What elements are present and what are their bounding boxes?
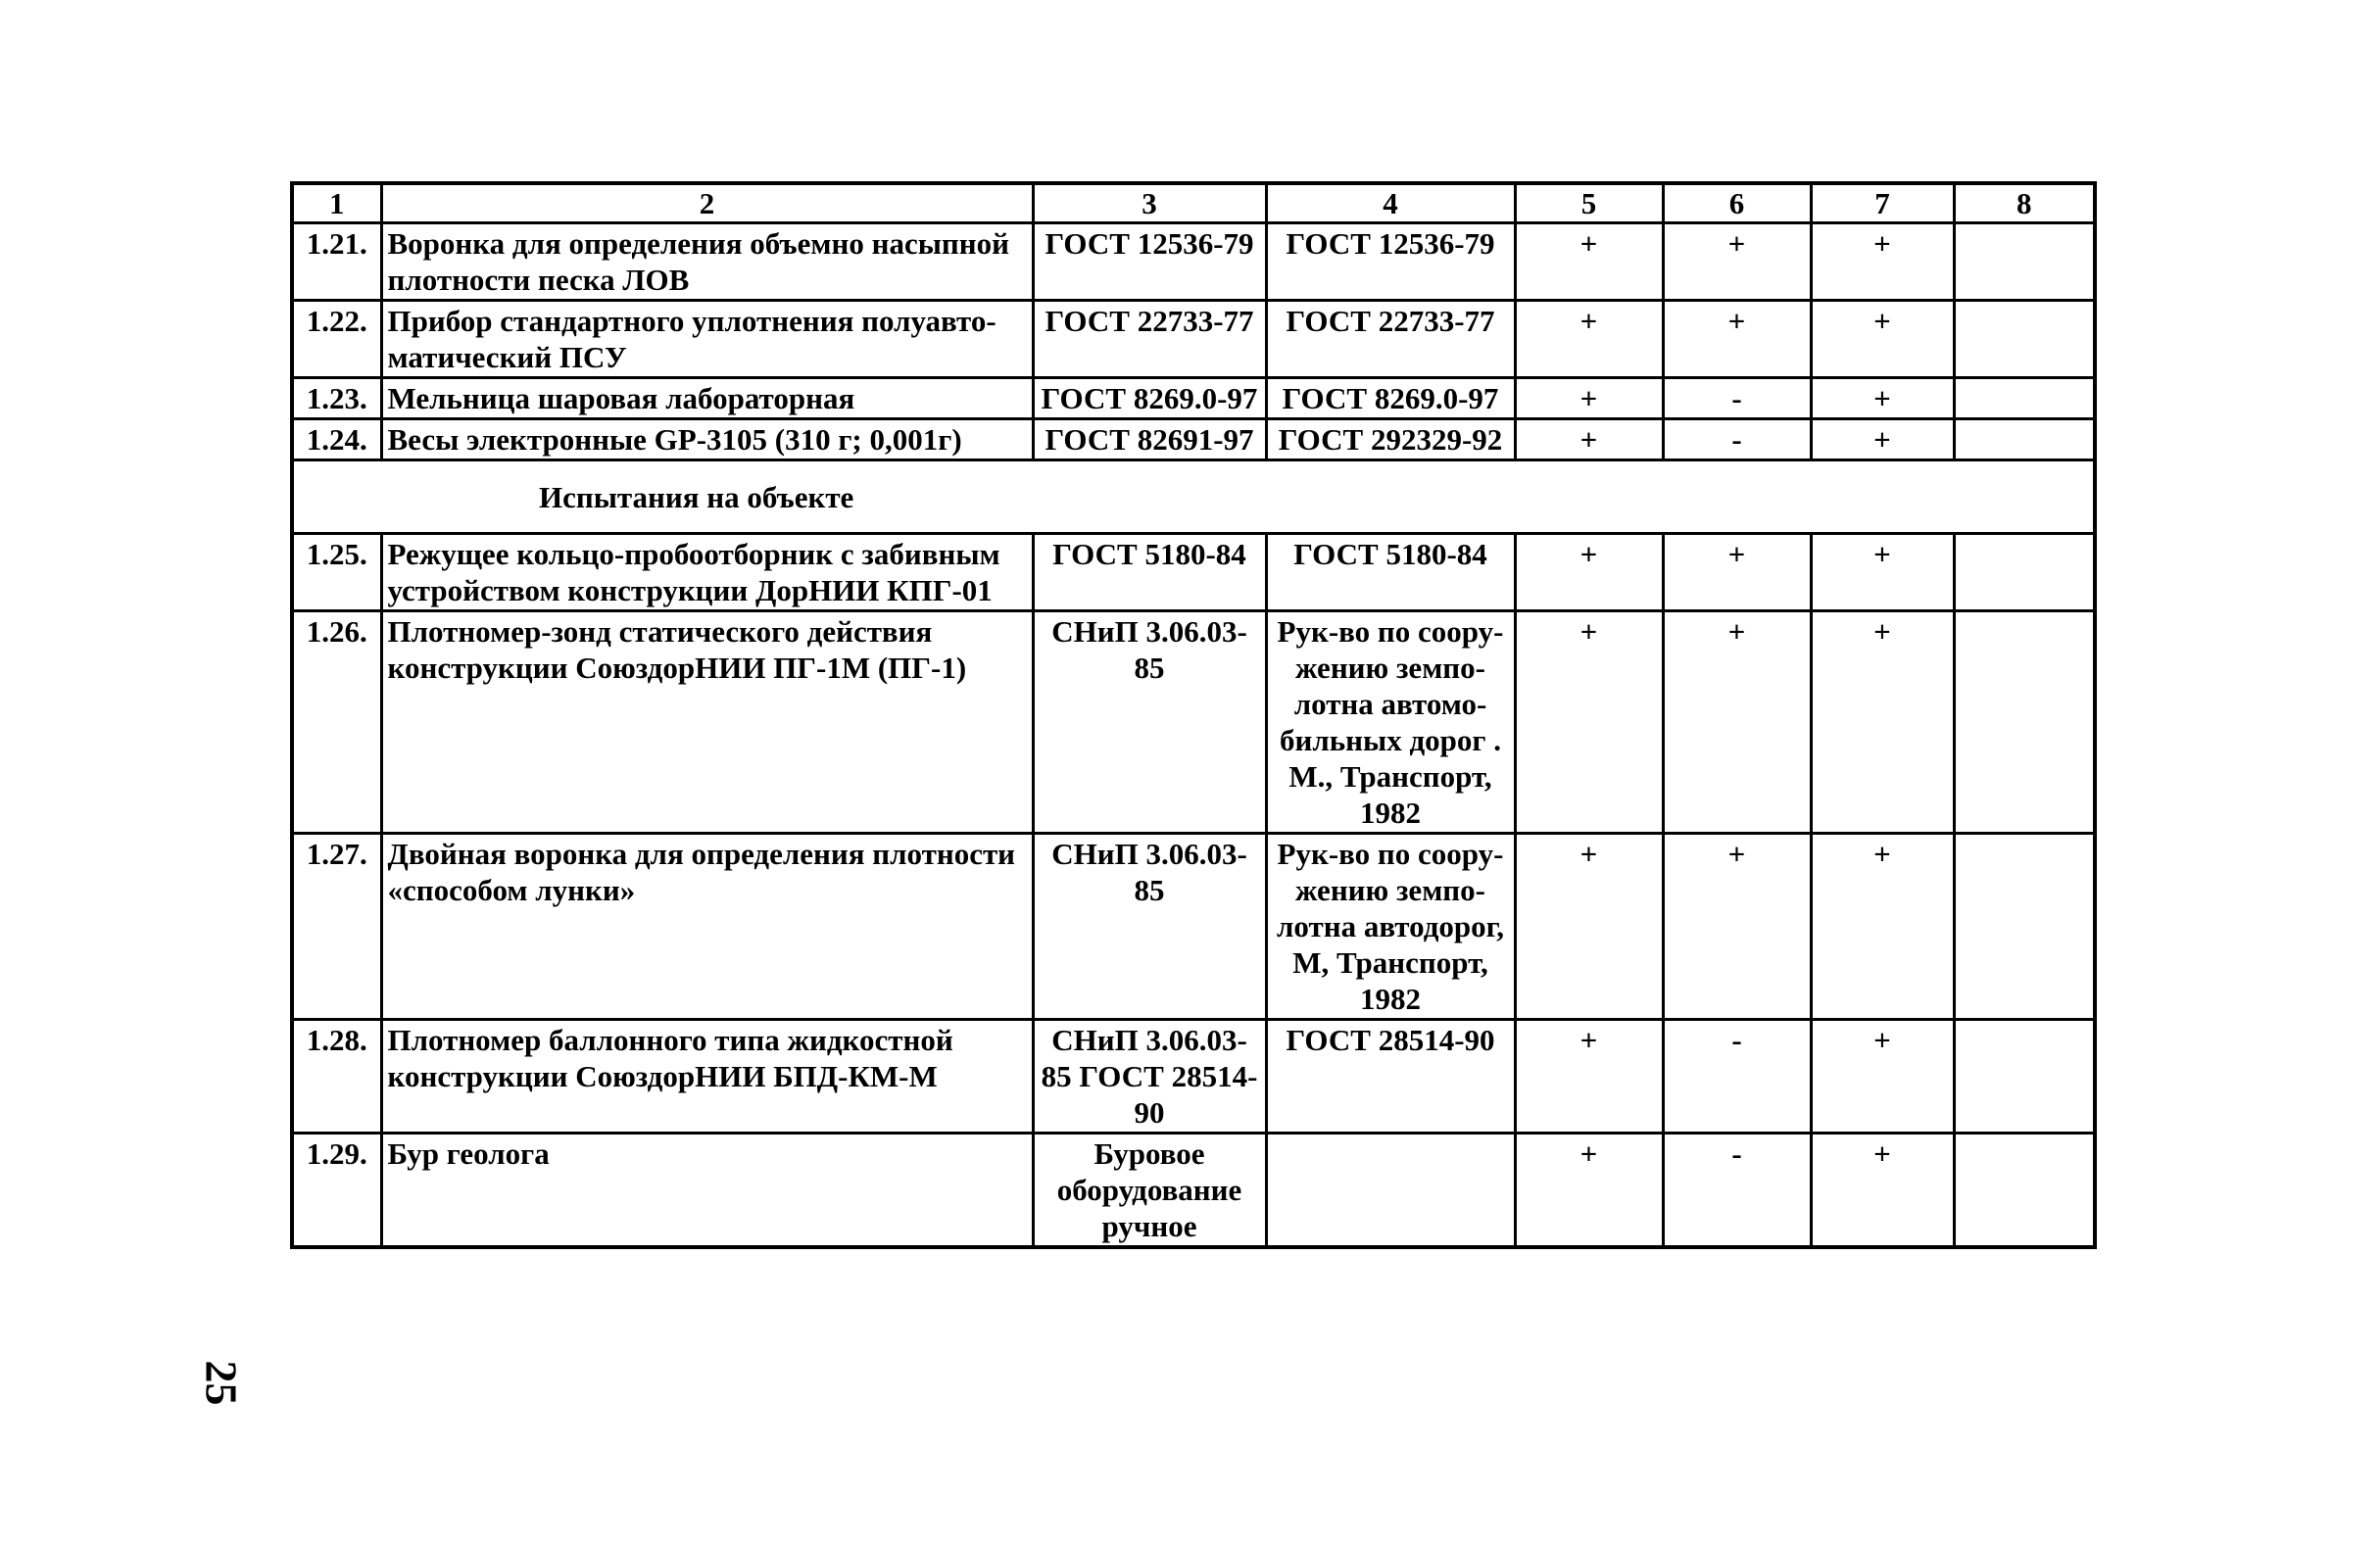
- standard-col3: ГОСТ 5180-84: [1033, 534, 1266, 611]
- mark-col7: +: [1811, 223, 1954, 301]
- row-number: 1.23.: [292, 378, 381, 419]
- mark-col7: +: [1811, 419, 1954, 460]
- section-title: Испытания на объекте: [292, 460, 2095, 534]
- mark-col7: +: [1811, 1134, 1954, 1248]
- column-header: 8: [1954, 183, 2095, 223]
- column-header: 7: [1811, 183, 1954, 223]
- column-header: 6: [1663, 183, 1811, 223]
- equipment-name: Мельница шаровая лабораторная: [381, 378, 1033, 419]
- mark-col8: [1954, 1134, 2095, 1248]
- row-number: 1.24.: [292, 419, 381, 460]
- mark-col6: -: [1663, 1134, 1811, 1248]
- row-number: 1.28.: [292, 1020, 381, 1134]
- equipment-name: Плотномер-зонд статического действия конструкции СоюздорНИИ ПГ-1М (ПГ-1): [381, 611, 1033, 834]
- table-row: [292, 223, 2095, 301]
- mark-col5: +: [1515, 223, 1663, 301]
- mark-col6: +: [1663, 611, 1811, 834]
- table-row: [292, 378, 2095, 419]
- mark-col7: +: [1811, 534, 1954, 611]
- standard-col4: ГОСТ 8269.0-97: [1266, 378, 1515, 419]
- mark-col7: +: [1811, 1020, 1954, 1134]
- page-number: 25: [196, 1360, 247, 1406]
- table-row: [292, 834, 2095, 1020]
- mark-col6: +: [1663, 301, 1811, 378]
- mark-col8: [1954, 834, 2095, 1020]
- standard-col3: СНиП 3.06.03-85 ГОСТ 28514-90: [1033, 1020, 1266, 1134]
- mark-col5: +: [1515, 834, 1663, 1020]
- standard-col3: Буровое оборудование ручное: [1033, 1134, 1266, 1248]
- equipment-name: Бур геолога: [381, 1134, 1033, 1248]
- row-number: 1.25.: [292, 534, 381, 611]
- equipment-name: Весы электронные GP-3105 (310 г; 0,001г): [381, 419, 1033, 460]
- standard-col3: СНиП 3.06.03-85: [1033, 611, 1266, 834]
- mark-col8: [1954, 534, 2095, 611]
- table-row: [292, 1134, 2095, 1248]
- standard-col3: ГОСТ 82691-97: [1033, 419, 1266, 460]
- mark-col7: +: [1811, 611, 1954, 834]
- mark-col6: -: [1663, 378, 1811, 419]
- mark-col6: -: [1663, 419, 1811, 460]
- column-header: 4: [1266, 183, 1515, 223]
- mark-col8: [1954, 223, 2095, 301]
- mark-col8: [1954, 301, 2095, 378]
- standard-col4: Рук-во по соору-жению земпо-лотна автомо-бильных дорог . М., Транспорт, 1982: [1266, 611, 1515, 834]
- mark-col5: +: [1515, 611, 1663, 834]
- mark-col6: +: [1663, 223, 1811, 301]
- mark-col8: [1954, 378, 2095, 419]
- mark-col8: [1954, 611, 2095, 834]
- standard-col3: ГОСТ 22733-77: [1033, 301, 1266, 378]
- table-row: [292, 534, 2095, 611]
- standard-col4: ГОСТ 22733-77: [1266, 301, 1515, 378]
- standard-col4: ГОСТ 12536-79: [1266, 223, 1515, 301]
- standard-col3: СНиП 3.06.03-85: [1033, 834, 1266, 1020]
- mark-col5: +: [1515, 1020, 1663, 1134]
- row-number: 1.29.: [292, 1134, 381, 1248]
- equipment-name: Двойная воронка для определения плотности «способом лунки»: [381, 834, 1033, 1020]
- row-number: 1.22.: [292, 301, 381, 378]
- standard-col4: [1266, 1134, 1515, 1248]
- table-row: [292, 419, 2095, 460]
- mark-col8: [1954, 419, 2095, 460]
- mark-col5: +: [1515, 378, 1663, 419]
- table-row: [292, 301, 2095, 378]
- column-header: 5: [1515, 183, 1663, 223]
- column-header: 2: [381, 183, 1033, 223]
- mark-col6: +: [1663, 534, 1811, 611]
- mark-col5: +: [1515, 534, 1663, 611]
- mark-col5: +: [1515, 301, 1663, 378]
- standard-col3: ГОСТ 8269.0-97: [1033, 378, 1266, 419]
- standard-col3: ГОСТ 12536-79: [1033, 223, 1266, 301]
- mark-col6: +: [1663, 834, 1811, 1020]
- column-header: 3: [1033, 183, 1266, 223]
- row-number: 1.21.: [292, 223, 381, 301]
- standard-col4: ГОСТ 5180-84: [1266, 534, 1515, 611]
- column-number-row: [292, 183, 2095, 223]
- equipment-name: Плотномер баллонного типа жидкостной конструкции СоюздорНИИ БПД-КМ-М: [381, 1020, 1033, 1134]
- standard-col4: ГОСТ 292329-92: [1266, 419, 1515, 460]
- table-row: [292, 611, 2095, 834]
- standard-col4: Рук-во по соору-жению земпо-лотна автодорог, М, Транспорт, 1982: [1266, 834, 1515, 1020]
- equipment-name: Прибор стандартного уплотнения полуавто-матический ПСУ: [381, 301, 1033, 378]
- mark-col7: +: [1811, 301, 1954, 378]
- table-row: [292, 1020, 2095, 1134]
- column-header: 1: [292, 183, 381, 223]
- standard-col4: ГОСТ 28514-90: [1266, 1020, 1515, 1134]
- mark-col6: -: [1663, 1020, 1811, 1134]
- mark-col5: +: [1515, 419, 1663, 460]
- equipment-name: Воронка для определения объемно насыпной плотности песка ЛОВ: [381, 223, 1033, 301]
- mark-col5: +: [1515, 1134, 1663, 1248]
- mark-col8: [1954, 1020, 2095, 1134]
- mark-col7: +: [1811, 378, 1954, 419]
- row-number: 1.27.: [292, 834, 381, 1020]
- section-row: [292, 460, 2095, 534]
- equipment-name: Режущее кольцо-пробоотборник с забивным устройством конструкции ДорНИИ КПГ-01: [381, 534, 1033, 611]
- equipment-table: [290, 181, 2097, 1249]
- row-number: 1.26.: [292, 611, 381, 834]
- mark-col7: +: [1811, 834, 1954, 1020]
